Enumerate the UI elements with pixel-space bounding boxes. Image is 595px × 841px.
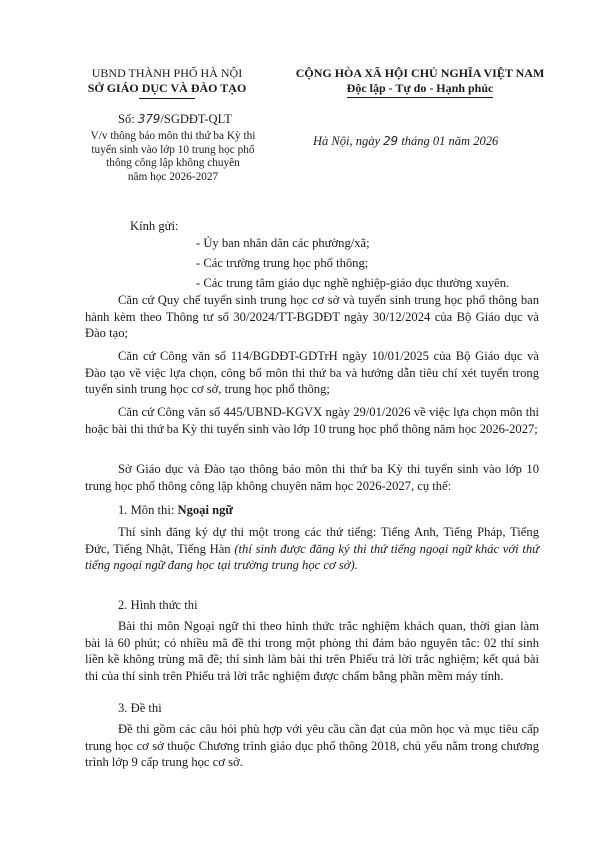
recipient-item: - Các trường trung học phổ thông; [196,256,369,270]
section-1-heading: 1. Môn thi: Ngoại ngữ [118,503,233,517]
agency-name: UBND THÀNH PHỐ HÀ NỘI [91,66,243,80]
paragraph-announcement: Sở Giáo dục và Đào tạo thông báo môn thi thứ ba Kỳ thi tuyển sinh vào lớp 10 trung học phổ thông công lập không chuyên năm học 2026-2027, cụ thể: [85,462,539,493]
recipients-label: Kính gửi: [130,219,179,233]
document-date: Hà Nội, ngày 29 tháng 01 năm 2026 [313,133,499,148]
subject-line: tuyển sinh vào lớp 10 trung học phổ [91,143,255,156]
paragraph-legal-basis-3: Căn cứ Công văn số 445/UBND-KGVX ngày 29/01/2026 về việc lựa chọn môn thi hoặc bài thi thứ ba Kỳ thi tuyển sinh vào lớp 10 trung học phổ thông năm học 2026-2027; [85,405,539,436]
subject-line: năm học 2026-2027 [127,170,219,183]
section-1-note: (thí sinh được đăng ký thi thứ tiếng ngoại ngữ khác với thứ tiếng ngoại ngữ đang học tại trường trung học cơ sở). [85,541,539,573]
paragraph-legal-basis-2: Căn cứ Công văn số 114/BGDĐT-GDTrH ngày 10/01/2025 của Bộ Giáo dục và Đào tạo về việc lựa chọn, công bố môn thi thứ ba và hướng dẫn tiêu chí xét tuyển trong tuyển sinh trung học cơ sở, trung học phổ thông; [85,349,539,397]
section-3-heading: 3. Đề thi [118,701,162,715]
recipient-item: - Các trung tâm giáo dục nghề nghiệp-giáo dục thường xuyên. [196,276,510,290]
recipients-list [196,235,509,291]
national-motto: Độc lập - Tự do - Hạnh phúc [270,81,570,98]
section-2-heading: 2. Hình thức thi [118,598,198,612]
section-3-body: Đề thi gồm các câu hỏi phù hợp với yêu cầu cần đạt của môn học và mục tiêu cấp trung học cơ sở thuộc Chương trình giáo dục phổ thông 2018, chủ yếu nằm trong chương trình lớp 9 cấp trung học cơ sở. [85,722,539,770]
agency-underline [139,98,195,99]
section-1-body: Thí sinh đăng ký dự thi một trong các thứ tiếng: Tiếng Anh, Tiếng Pháp, Tiếng Đức, Tiếng Nhật, Tiếng Hàn (thí sinh được đăng ký thi thứ tiếng ngoại ngữ khác với thứ tiếng ngoại ngữ đang học tại trường trung học cơ sở). [85,525,539,573]
paragraph-legal-basis-1: Căn cứ Quy chế tuyển sinh trung học cơ sở và tuyển sinh trung học phổ thông ban hành kèm theo Thông tư số 30/2024/TT-BGDĐT ngày 30/12/2024 của Bộ Giáo dục và Đào tạo; [85,293,539,341]
exam-subject: Ngoại ngữ [177,503,233,517]
country-name: CỘNG HÒA XÃ HỘI CHỦ NGHĨA VIỆT NAM [295,66,545,80]
subject-line: thông công lập không chuyên [106,157,240,169]
subject-line: V/v thông báo môn thi thứ ba Kỳ thi [90,130,256,142]
section-2-body: Bài thi môn Ngoại ngữ thi theo hình thức trắc nghiệm khách quan, thời gian làm bài là 60 phút; có nhiều mã đề thi trong một phòng thi đảm bảo nguyên tắc: 02 thí sinh liền kề không trùng mã đề; thí sinh làm bài thi trên Phiếu trả lời trắc nghiệm; kết quả bài thi của thí sinh trên Phiếu trả lời trắc nghiệm được chấm bằng phần mềm máy tính. [85,619,539,683]
issuing-agency-block [72,66,262,99]
recipient-item: - Ủy ban nhân dân các phường/xã; [196,236,370,250]
document-number: Số: 379/SGDĐT-QLT [118,111,232,126]
national-title-block [270,66,570,98]
subject-block [78,130,268,184]
department-name: SỞ GIÁO DỤC VÀ ĐÀO TẠO [87,81,247,95]
handwritten-day: 29 [383,133,399,148]
handwritten-number: 379 [137,111,161,126]
